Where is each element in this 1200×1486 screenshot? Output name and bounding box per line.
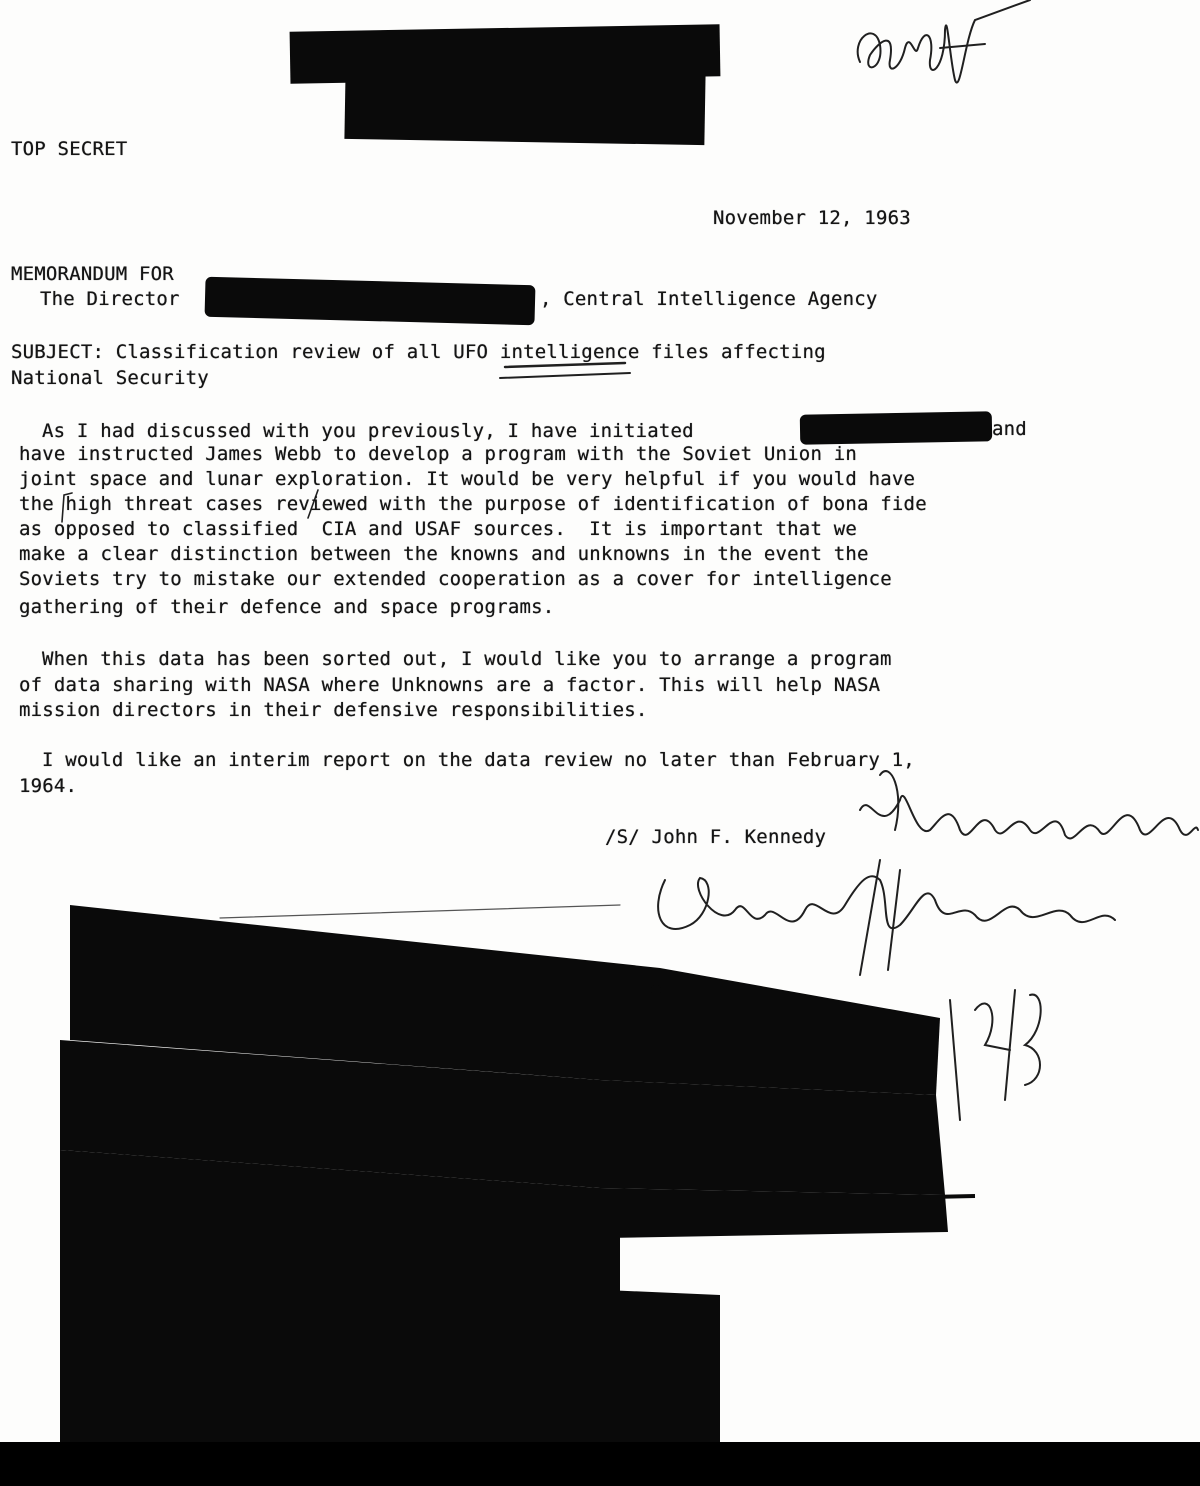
p1-line-4: the high threat cases reviewed with the purpose of identification of bona fide	[19, 493, 927, 515]
p3-line-1: I would like an interim report on the data review no later than February 1,	[42, 749, 915, 771]
memo-header: MEMORANDUM FOR	[11, 263, 174, 285]
classification-label: TOP SECRET	[11, 138, 128, 160]
p1-line-8: gathering of their defence and space programs.	[19, 596, 555, 618]
addressee-prefix: The Director	[40, 288, 180, 310]
signature-line: /S/ John F. Kennedy	[605, 826, 827, 848]
subject-line-2: National Security	[11, 367, 209, 389]
memo-date: November 12, 1963	[713, 207, 911, 229]
p1-line-7: Soviets try to mistake our extended cooperation as a cover for intelligence	[19, 568, 892, 590]
p1-line-1: As I had discussed with you previously, I have initiated	[42, 420, 694, 442]
subject-line-1: SUBJECT: Classification review of all UFO intelligence files affecting	[11, 341, 826, 363]
p1-line-2: have instructed James Webb to develop a program with the Soviet Union in	[19, 443, 858, 465]
p2-line-1: When this data has been sorted out, I would like you to arrange a program	[42, 648, 892, 670]
p1-line-1-end: and	[992, 418, 1027, 440]
addressee-agency: , Central Intelligence Agency	[540, 288, 878, 310]
redaction-bottom-band-3	[60, 1150, 948, 1442]
p2-line-2: of data sharing with NASA where Unknowns are a factor. This will help NASA	[19, 674, 881, 696]
p3-line-2: 1964.	[19, 775, 78, 797]
screenshot-bottom-bar	[0, 1442, 1200, 1486]
p1-line-3: joint space and lunar exploration. It would be very helpful if you would have	[19, 468, 916, 490]
p1-line-5: as opposed to classified CIA and USAF sources. It is important that we	[19, 518, 858, 540]
p1-line-6: make a clear distinction between the knowns and unknowns in the event the	[19, 543, 869, 565]
redaction-bottom-tail	[600, 1236, 620, 1442]
p2-line-3: mission directors in their defensive responsibilities.	[19, 699, 648, 721]
